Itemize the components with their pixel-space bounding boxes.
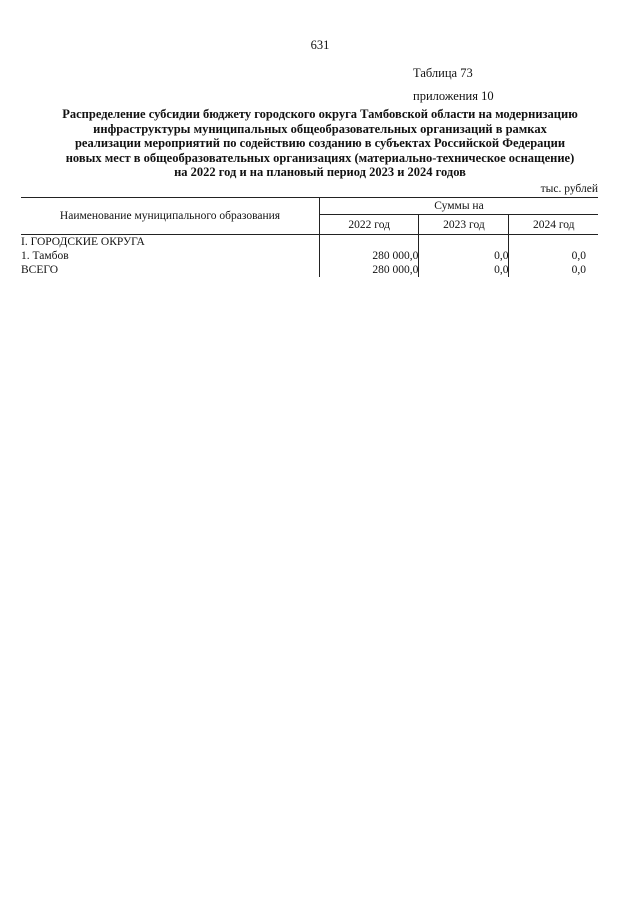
header-municipality: Наименование муниципального образования [21, 198, 320, 235]
total-label: ВСЕГО [21, 263, 320, 277]
units-label: тыс. рублей [540, 183, 598, 195]
header-year-2023: 2023 год [419, 215, 509, 235]
page-number: 631 [310, 38, 330, 52]
header-year-2024: 2024 год [509, 215, 598, 235]
table-row [21, 249, 598, 263]
table-header-row [21, 198, 598, 215]
row-value-2023: 0,0 [419, 249, 509, 263]
row-name: 1. Тамбов [21, 249, 320, 263]
total-value-2024: 0,0 [571, 264, 586, 276]
title-line: новых мест в общеобразовательных организациях (материально-техническое оснащение) [65, 150, 575, 165]
header-year-2022: 2022 год [320, 215, 419, 235]
title-line: инфраструктуры муниципальных общеобразовательных организаций в рамках [93, 121, 547, 136]
table-label: Таблица 73 [413, 66, 473, 80]
title-line: на 2022 год и на плановый период 2023 и 2024 годов [174, 165, 466, 180]
document-title [30, 107, 610, 180]
subsidy-table [21, 197, 598, 277]
row-value-2024: 0,0 [571, 250, 586, 262]
section-label: I. ГОРОДСКИЕ ОКРУГА [21, 235, 320, 250]
total-value-2023: 0,0 [419, 263, 509, 277]
title-line: Распределение субсидии бюджету городского округа Тамбовской области на модернизацию [62, 107, 578, 121]
title-line: реализации мероприятий по содействию созданию в субъектах Российской Федерации [74, 136, 566, 151]
appendix-label: приложения 10 [413, 89, 494, 103]
section-row [21, 235, 598, 250]
row-value-2022: 280 000,0 [320, 249, 419, 263]
total-row [21, 263, 598, 277]
header-sums: Суммы на [320, 198, 599, 215]
total-value-2022: 280 000,0 [320, 263, 419, 277]
